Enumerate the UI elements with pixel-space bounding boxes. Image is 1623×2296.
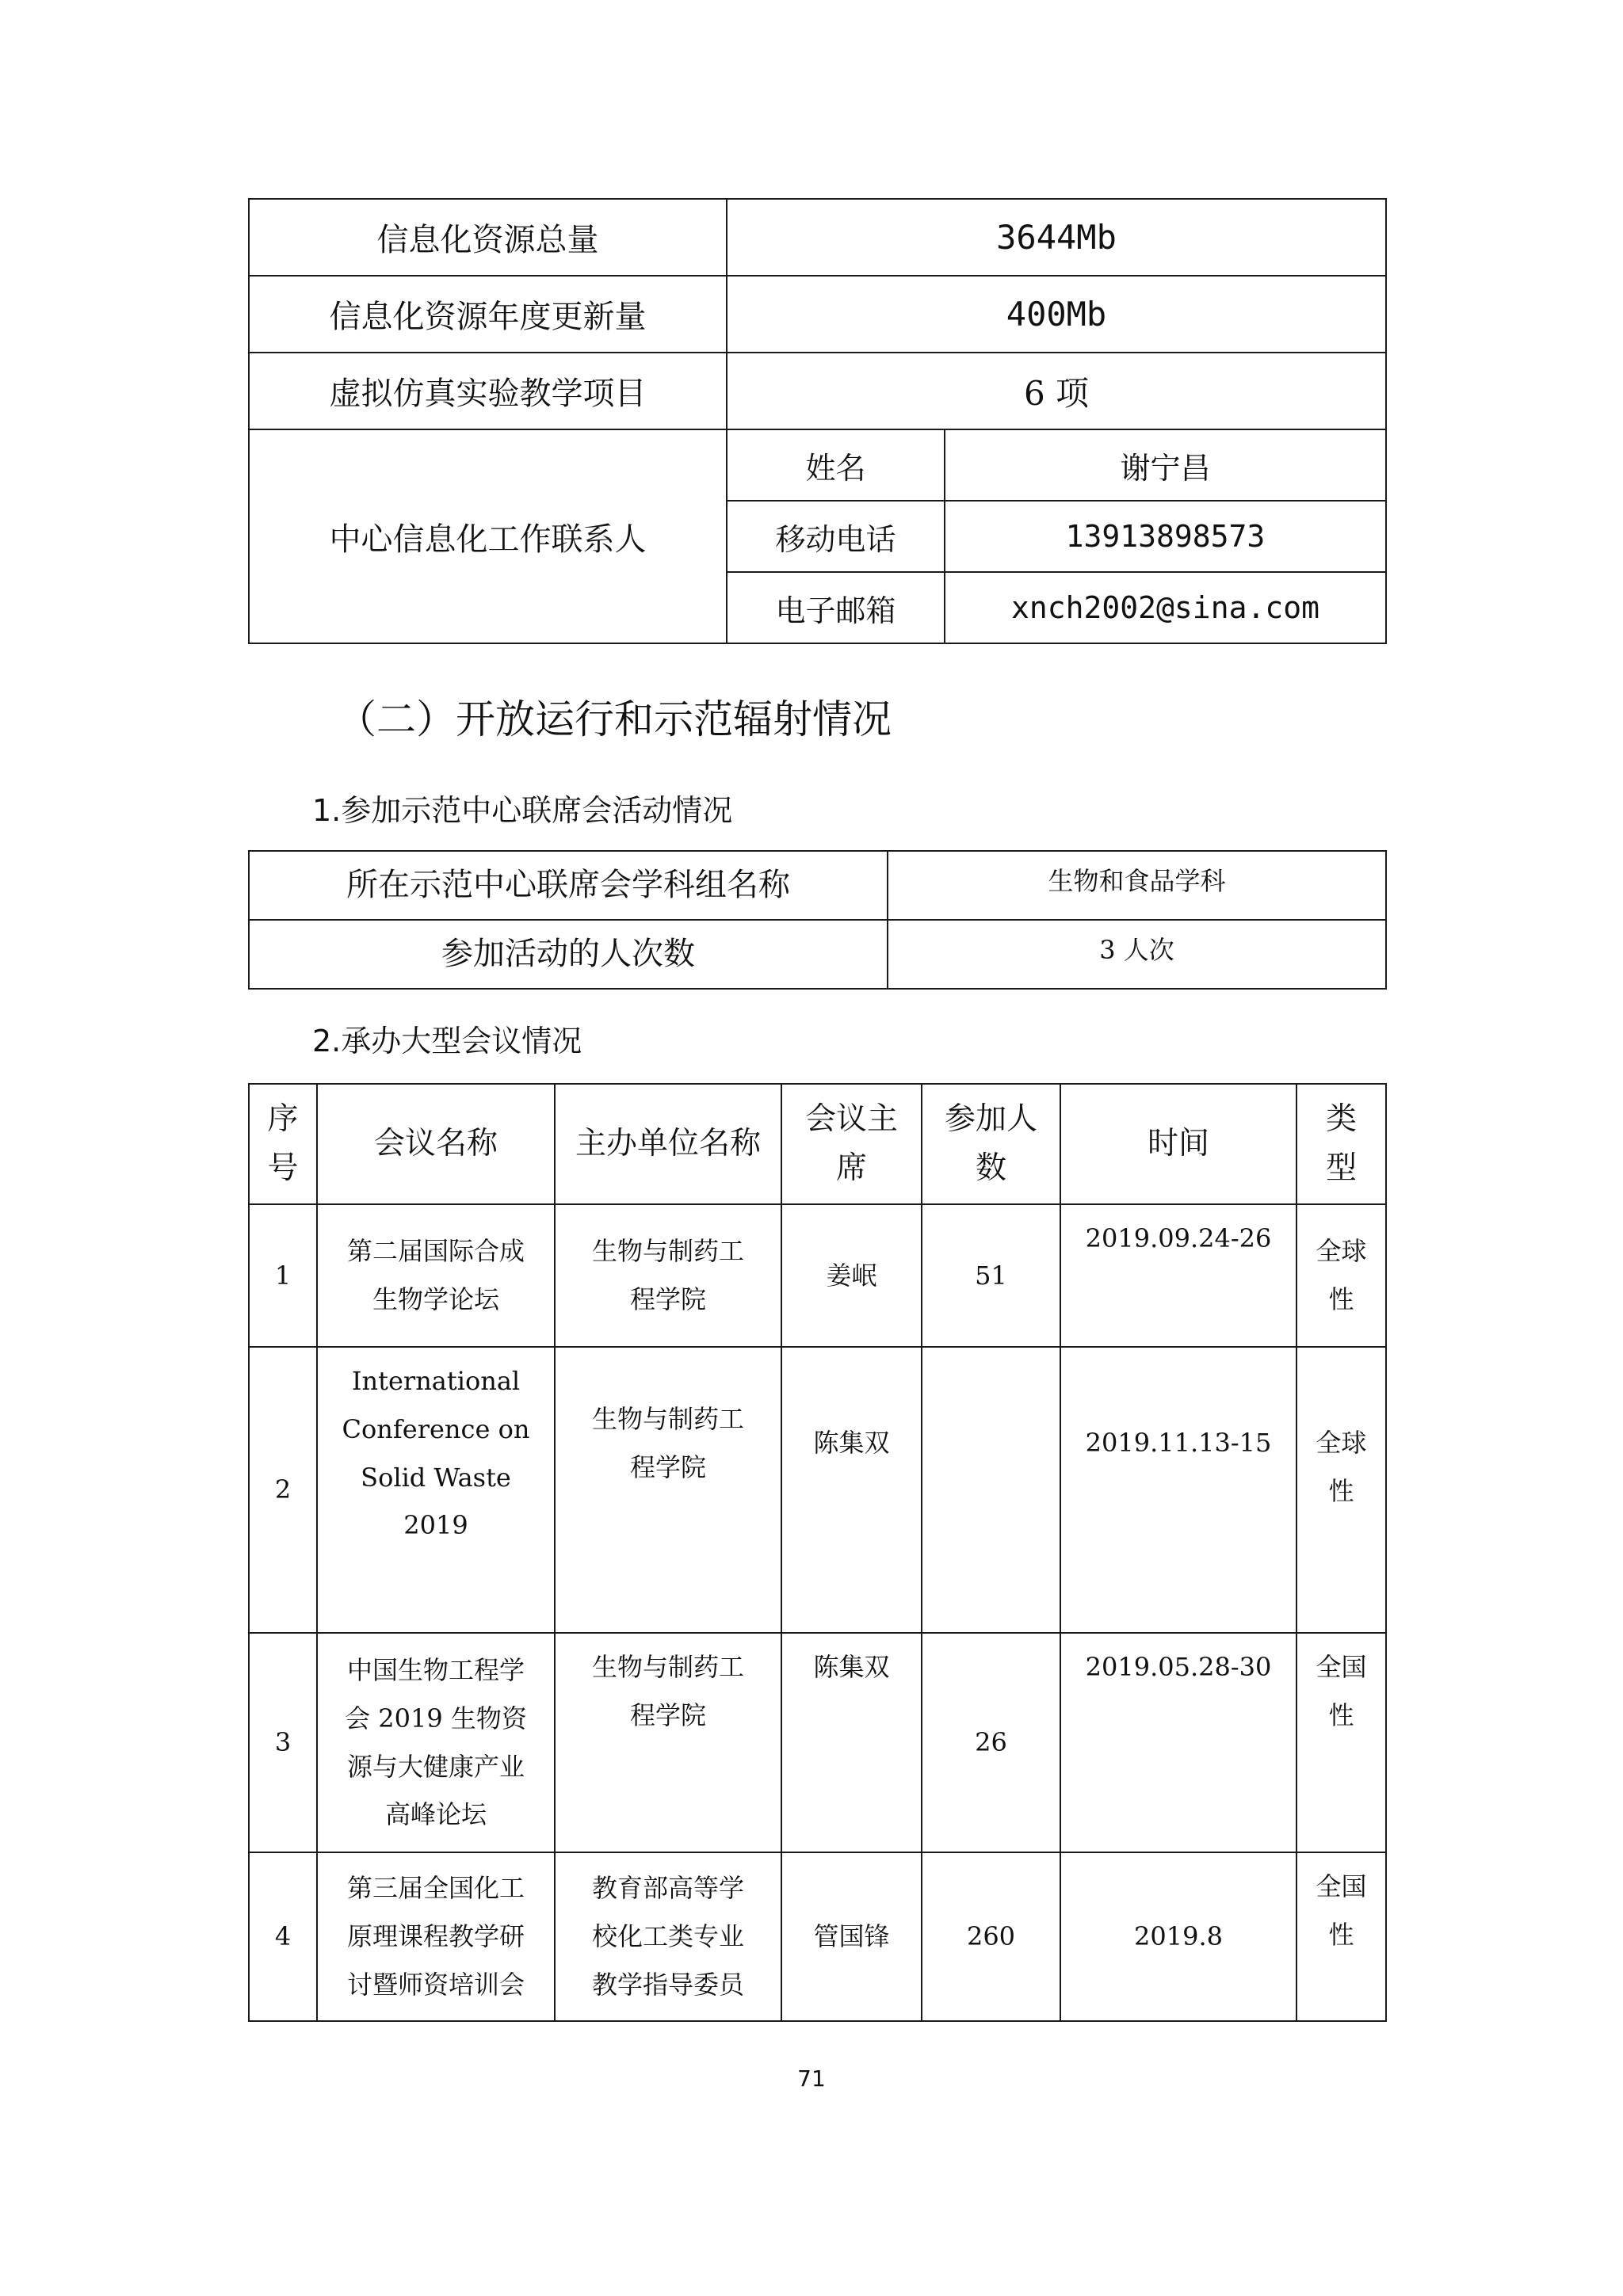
cell-type: 全国 性: [1296, 1852, 1386, 2021]
header-time: 时间: [1060, 1084, 1296, 1204]
info-resources-table: [248, 198, 1387, 644]
table-row: [249, 276, 1386, 353]
cell-seq: 2: [249, 1347, 317, 1633]
cell-host: 生物与制药工 程学院: [555, 1633, 781, 1852]
cell-name: 中国生物工程学 会 2019 生物资 源与大健康产业 高峰论坛: [317, 1633, 555, 1852]
header-type: 类 型: [1296, 1084, 1386, 1204]
cell-attendees: 26: [922, 1633, 1060, 1852]
alliance-activity-table: [248, 850, 1387, 990]
cell-host: 教育部高等学 校化工类专业 教学指导委员: [555, 1852, 781, 2021]
table-row: [249, 920, 1386, 989]
contact-phone-value: 13913898573: [945, 501, 1386, 572]
label-total-resources: 信息化资源总量: [249, 199, 727, 276]
contact-name-value: 谢宁昌: [945, 429, 1386, 501]
contact-name-label: 姓名: [727, 429, 945, 501]
cell-name: International Conference on Solid Waste 2019: [317, 1347, 555, 1633]
value-total-resources: 3644Mb: [727, 199, 1386, 276]
table-row: [249, 1633, 1386, 1852]
cell-type: 全球 性: [1296, 1347, 1386, 1633]
table-row: [249, 199, 1386, 276]
cell-time: 2019.09.24-26: [1060, 1204, 1296, 1347]
cell-seq: 4: [249, 1852, 317, 2021]
label-virtual-projects: 虚拟仿真实验教学项目: [249, 353, 727, 429]
section-title: （二）开放运行和示范辐射情况: [337, 696, 892, 742]
table-header-row: [249, 1084, 1386, 1204]
cell-chair: 陈集双: [781, 1347, 922, 1633]
cell-name: 第三届全国化工 原理课程教学研 讨暨师资培训会: [317, 1852, 555, 2021]
alliance-group-label: 所在示范中心联席会学科组名称: [249, 851, 888, 920]
cell-chair: 陈集双: [781, 1633, 922, 1852]
value-virtual-projects: 6 项: [727, 353, 1386, 429]
table-row: [249, 1347, 1386, 1633]
contact-phone-label: 移动电话: [727, 501, 945, 572]
subsection-title-2: 2.承办大型会议情况: [312, 1024, 582, 1058]
table-row: [249, 353, 1386, 429]
cell-seq: 1: [249, 1204, 317, 1347]
cell-type: 全球 性: [1296, 1204, 1386, 1347]
cell-attendees: [922, 1347, 1060, 1633]
cell-host: 生物与制药工 程学院: [555, 1204, 781, 1347]
header-chair: 会议主 席: [781, 1084, 922, 1204]
header-seq: 序 号: [249, 1084, 317, 1204]
contact-email-label: 电子邮箱: [727, 572, 945, 643]
cell-time: 2019.8: [1060, 1852, 1296, 2021]
header-host: 主办单位名称: [555, 1084, 781, 1204]
meetings-table: [248, 1083, 1387, 2022]
table-row: [249, 429, 1386, 501]
table-row: [249, 1204, 1386, 1347]
value-annual-update: 400Mb: [727, 276, 1386, 353]
page-number: 71: [797, 2065, 826, 2092]
cell-chair: 姜岷: [781, 1204, 922, 1347]
label-contact-person: 中心信息化工作联系人: [249, 429, 727, 643]
contact-email-value: xnch2002@sina.com: [945, 572, 1386, 643]
participation-count-label: 参加活动的人次数: [249, 920, 888, 989]
table-row: [249, 851, 1386, 920]
subsection-title-1: 1.参加示范中心联席会活动情况: [312, 793, 733, 828]
cell-name: 第二届国际合成 生物学论坛: [317, 1204, 555, 1347]
header-name: 会议名称: [317, 1084, 555, 1204]
cell-type: 全国 性: [1296, 1633, 1386, 1852]
alliance-group-value: 生物和食品学科: [888, 851, 1386, 920]
cell-attendees: 51: [922, 1204, 1060, 1347]
cell-attendees: 260: [922, 1852, 1060, 2021]
label-annual-update: 信息化资源年度更新量: [249, 276, 727, 353]
cell-seq: 3: [249, 1633, 317, 1852]
table-row: [249, 1852, 1386, 2021]
cell-time: 2019.11.13-15: [1060, 1347, 1296, 1633]
participation-count-value: 3 人次: [888, 920, 1386, 989]
cell-host: 生物与制药工 程学院: [555, 1347, 781, 1633]
cell-chair: 管国锋: [781, 1852, 922, 2021]
cell-time: 2019.05.28-30: [1060, 1633, 1296, 1852]
header-attendees: 参加人 数: [922, 1084, 1060, 1204]
